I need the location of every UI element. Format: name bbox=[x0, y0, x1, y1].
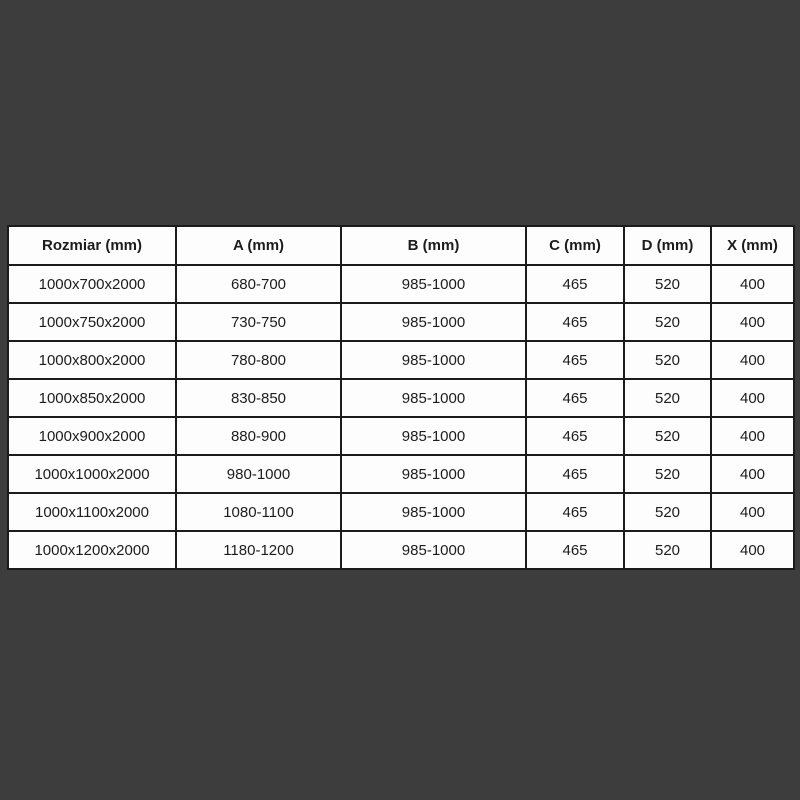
table-cell: 465 bbox=[526, 531, 624, 569]
table-cell: 465 bbox=[526, 265, 624, 303]
table-cell: 1000x1000x2000 bbox=[8, 455, 176, 493]
table-cell: 985-1000 bbox=[341, 417, 526, 455]
table-row bbox=[8, 341, 794, 379]
table-cell: 680-700 bbox=[176, 265, 341, 303]
table-cell: 465 bbox=[526, 303, 624, 341]
column-header-c-mm: C (mm) bbox=[526, 226, 624, 265]
table-cell: 400 bbox=[711, 417, 794, 455]
table-cell: 1000x750x2000 bbox=[8, 303, 176, 341]
table-cell: 1000x850x2000 bbox=[8, 379, 176, 417]
table-body bbox=[8, 265, 794, 569]
table-cell: 985-1000 bbox=[341, 531, 526, 569]
table-row bbox=[8, 379, 794, 417]
table-cell: 980-1000 bbox=[176, 455, 341, 493]
table-cell: 465 bbox=[526, 341, 624, 379]
table-cell: 985-1000 bbox=[341, 265, 526, 303]
table-cell: 520 bbox=[624, 455, 711, 493]
table-cell: 400 bbox=[711, 455, 794, 493]
table-row bbox=[8, 303, 794, 341]
table-cell: 985-1000 bbox=[341, 303, 526, 341]
table-row bbox=[8, 417, 794, 455]
table-cell: 465 bbox=[526, 417, 624, 455]
table-cell: 1180-1200 bbox=[176, 531, 341, 569]
table-cell: 520 bbox=[624, 493, 711, 531]
table-cell: 520 bbox=[624, 303, 711, 341]
table-cell: 520 bbox=[624, 379, 711, 417]
table-cell: 830-850 bbox=[176, 379, 341, 417]
table-header-row bbox=[8, 226, 794, 265]
table-row bbox=[8, 455, 794, 493]
table-cell: 1080-1100 bbox=[176, 493, 341, 531]
table-cell: 400 bbox=[711, 341, 794, 379]
table-cell: 1000x1100x2000 bbox=[8, 493, 176, 531]
column-header-b-mm: B (mm) bbox=[341, 226, 526, 265]
column-header-x-mm: X (mm) bbox=[711, 226, 794, 265]
table-cell: 400 bbox=[711, 493, 794, 531]
table-cell: 880-900 bbox=[176, 417, 341, 455]
table-cell: 400 bbox=[711, 303, 794, 341]
table-cell: 1000x800x2000 bbox=[8, 341, 176, 379]
table-cell: 465 bbox=[526, 493, 624, 531]
table-cell: 520 bbox=[624, 417, 711, 455]
table-cell: 520 bbox=[624, 265, 711, 303]
column-header-d-mm: D (mm) bbox=[624, 226, 711, 265]
table-row bbox=[8, 531, 794, 569]
table-cell: 400 bbox=[711, 379, 794, 417]
column-header-a-mm: A (mm) bbox=[176, 226, 341, 265]
table-cell: 400 bbox=[711, 265, 794, 303]
dimensions-table bbox=[7, 225, 795, 570]
table-cell: 985-1000 bbox=[341, 341, 526, 379]
table-cell: 1000x900x2000 bbox=[8, 417, 176, 455]
table-row bbox=[8, 265, 794, 303]
table-cell: 985-1000 bbox=[341, 455, 526, 493]
table-cell: 985-1000 bbox=[341, 379, 526, 417]
table-cell: 730-750 bbox=[176, 303, 341, 341]
table-cell: 465 bbox=[526, 379, 624, 417]
column-header-rozmiar-mm: Rozmiar (mm) bbox=[8, 226, 176, 265]
table-cell: 1000x1200x2000 bbox=[8, 531, 176, 569]
table-cell: 780-800 bbox=[176, 341, 341, 379]
size-spec-table-container bbox=[7, 225, 795, 570]
table-cell: 400 bbox=[711, 531, 794, 569]
table-cell: 465 bbox=[526, 455, 624, 493]
table-cell: 985-1000 bbox=[341, 493, 526, 531]
table-cell: 1000x700x2000 bbox=[8, 265, 176, 303]
table-cell: 520 bbox=[624, 531, 711, 569]
table-cell: 520 bbox=[624, 341, 711, 379]
table-row bbox=[8, 493, 794, 531]
